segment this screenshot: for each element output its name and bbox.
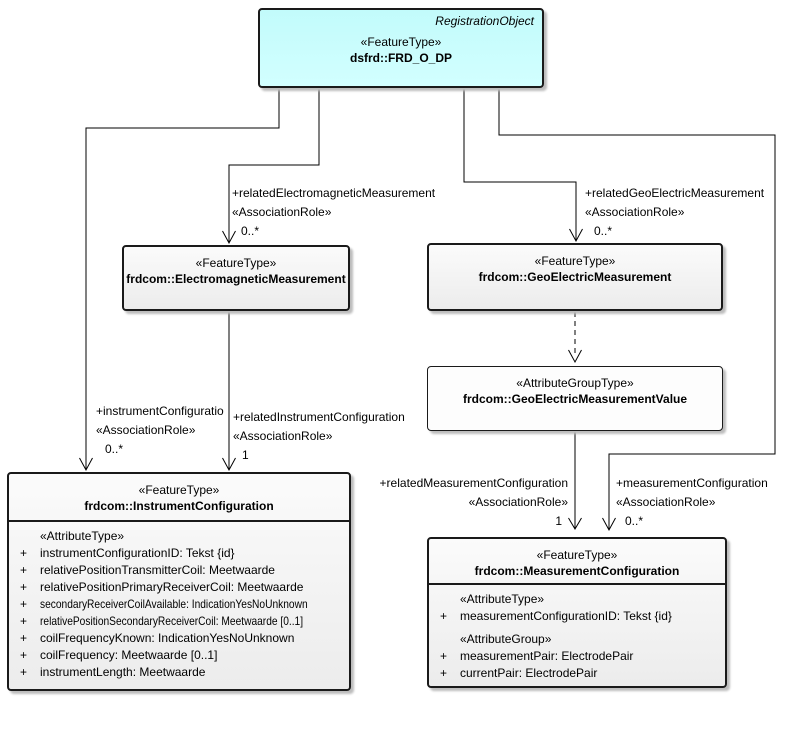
association-label-related-measurement-configuration (370, 474, 568, 531)
class-box-geoelectric-measurement-value (427, 366, 723, 431)
attribute-text: relativePositionSecondaryReceiverCoil: Meetwaarde [0..1] (40, 614, 304, 628)
class-name: frdcom::InstrumentConfiguration (84, 499, 274, 513)
attribute-row (9, 545, 349, 562)
attribute-row (9, 664, 349, 681)
attribute-text: coilFrequencyKnown: IndicationYesNoUnknown (40, 631, 295, 645)
attribute-row (429, 648, 725, 665)
stereotype-label: «FeatureType» (534, 254, 616, 268)
association-stereotype: «AssociationRole» (232, 205, 332, 219)
multiplicity: 0..* (105, 442, 124, 456)
multiplicity: 0..* (241, 224, 260, 238)
attribute-stereotype-row (429, 591, 725, 608)
class-box-instrument-configuration (7, 472, 351, 691)
stereotype-label: «FeatureType» (138, 483, 220, 497)
visibility-prefix: + (440, 666, 448, 680)
role-name: +instrumentConfiguratio (96, 404, 224, 418)
attribute-text: relativePositionPrimaryReceiverCoil: Meetwaarde (40, 580, 304, 594)
attribute-text: instrumentLength: Meetwaarde (40, 665, 206, 679)
association-stereotype: «AssociationRole» (233, 429, 333, 443)
visibility-prefix: + (20, 631, 28, 645)
visibility-prefix: + (20, 546, 28, 560)
visibility-prefix: + (20, 597, 28, 611)
attribute-stereotype: «AttributeType» (40, 529, 125, 543)
visibility-prefix: + (20, 614, 28, 628)
class-name: frdcom::MeasurementConfiguration (474, 564, 680, 578)
attribute-row (429, 608, 725, 625)
attribute-row (9, 630, 349, 647)
role-name: +relatedElectromagneticMeasurement (232, 186, 436, 200)
attribute-row (429, 665, 725, 682)
class-name: dsfrd::FRD_O_DP (349, 51, 452, 65)
attribute-text: measurementConfigurationID: Tekst {id} (460, 609, 672, 623)
attribute-row (9, 579, 349, 596)
attribute-text: instrumentConfigurationID: Tekst {id} (40, 546, 235, 560)
attribute-row (9, 647, 349, 664)
multiplicity: 0..* (625, 514, 644, 528)
association-label-instrument-configuration (96, 402, 224, 459)
association-stereotype: «AssociationRole» (468, 495, 568, 509)
attribute-row (9, 562, 349, 579)
attribute-text: secondaryReceiverCoilAvailable: IndicationYesNoUnknown (40, 597, 308, 611)
attribute-text: relativePositionTransmitterCoil: Meetwaarde (40, 563, 275, 577)
stereotype-label: «FeatureType» (195, 256, 277, 270)
role-name: +relatedGeoElectricMeasurement (585, 186, 765, 200)
visibility-prefix: + (440, 649, 448, 663)
attribute-row (9, 596, 349, 613)
class-box-frd-o-dp (258, 8, 544, 88)
association-label-related-geoelectric-measurement (585, 184, 764, 241)
visibility-prefix: + (20, 648, 28, 662)
attribute-stereotype-row (429, 631, 725, 648)
attribute-stereotype: «AttributeType» (460, 592, 545, 606)
registration-object-tag: RegistrationObject (435, 14, 534, 28)
attribute-text: currentPair: ElectrodePair (460, 666, 598, 680)
attribute-text: measurementPair: ElectrodePair (460, 649, 634, 663)
visibility-prefix: + (20, 563, 28, 577)
role-name: +relatedInstrumentConfiguration (233, 410, 405, 424)
multiplicity: 1 (555, 514, 562, 528)
class-box-geoelectric-measurement (427, 243, 723, 311)
association-label-related-instrument-configuration (233, 408, 405, 465)
association-label-related-electromagnetic-measurement (232, 184, 435, 241)
class-box-measurement-configuration (427, 537, 727, 688)
association-stereotype: «AssociationRole» (616, 495, 716, 509)
connector-frd-to-geoelectric-measurement (464, 89, 576, 240)
attributes-compartment (9, 522, 349, 681)
role-name: +relatedMeasurementConfiguration (379, 476, 568, 490)
multiplicity: 1 (242, 448, 249, 462)
stereotype-label: «FeatureType» (536, 548, 618, 562)
class-box-electromagnetic-measurement (122, 245, 350, 311)
attribute-text: coilFrequency: Meetwaarde [0..1] (40, 648, 218, 662)
visibility-prefix: + (20, 665, 28, 679)
visibility-prefix: + (20, 580, 28, 594)
attribute-row (9, 613, 349, 630)
role-name: +measurementConfiguration (616, 476, 768, 490)
association-stereotype: «AssociationRole» (96, 423, 196, 437)
attributes-compartment (429, 585, 725, 682)
class-name: frdcom::GeoElectricMeasurement (478, 270, 672, 284)
class-name: frdcom::GeoElectricMeasurementValue (462, 392, 688, 406)
association-stereotype: «AssociationRole» (585, 205, 685, 219)
multiplicity: 0..* (594, 224, 613, 238)
stereotype-label: «AttributeGroupType» (516, 376, 634, 390)
visibility-prefix: + (440, 609, 448, 623)
class-name: frdcom::ElectromagneticMeasurement (126, 272, 346, 286)
association-label-measurement-configuration (616, 474, 768, 531)
stereotype-label: «FeatureType» (360, 35, 442, 49)
attribute-stereotype-row (9, 528, 349, 545)
attribute-stereotype: «AttributeGroup» (460, 632, 552, 646)
